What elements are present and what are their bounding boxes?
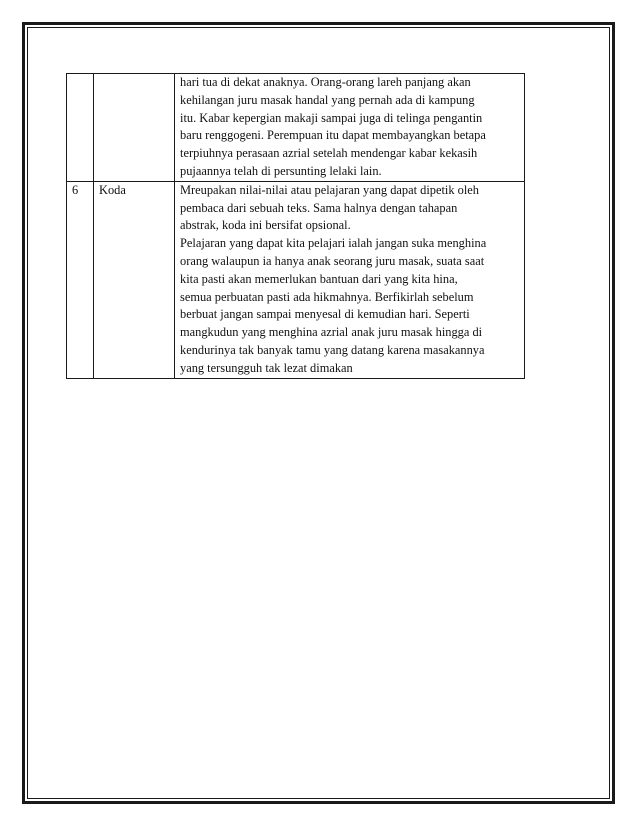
aspect-cell — [94, 74, 175, 182]
text-line: kendurinya tak banyak tamu yang datang karena masakannya — [180, 342, 485, 357]
text-line: mangkudun yang menghina azrial anak juru masak hingga di — [180, 325, 483, 340]
text-line: semua perbuatan pasti ada hikmahnya. Berfikirlah sebelum — [180, 289, 474, 304]
content-cell — [175, 74, 525, 182]
content-cell — [175, 181, 525, 378]
text-line: baru renggogeni. Perempuan itu dapat membayangkan betapa — [180, 128, 486, 143]
row-number-cell — [67, 74, 94, 182]
text-line: pembaca dari sebuah teks. Sama halnya dengan tahapan — [180, 200, 458, 215]
text-line: kehilangan juru masak handal yang pernah ada di kampung — [180, 92, 475, 107]
text-line: yang tersungguh tak lezat dimakan — [180, 360, 353, 375]
text-line: berbuat jangan sampai menyesal di kemudian hari. Seperti — [180, 307, 470, 322]
text-line: terpiuhnya perasaan azrial setelah mendengar kabar kekasih — [180, 146, 478, 161]
content-table — [66, 73, 525, 379]
text-line: itu. Kabar kepergian makaji sampai juga di telinga pengantin — [180, 110, 483, 125]
row-number-cell: 6 — [67, 181, 94, 378]
text-line: Pelajaran yang dapat kita pelajari ialah jangan suka menghina — [180, 236, 487, 251]
text-line: pujaannya telah di persunting lelaki lain. — [180, 163, 382, 178]
text-line: hari tua di dekat anaknya. Orang-orang lareh panjang akan — [180, 75, 471, 89]
text-line: orang walaupun ia hanya anak seorang juru masak, suata saat — [180, 253, 485, 268]
text-line: abstrak, koda ini bersifat opsional. — [180, 218, 351, 233]
table-row — [67, 181, 525, 378]
aspect-cell: Koda — [94, 181, 175, 378]
text-line: kita pasti akan memerlukan bantuan dari yang kita hina, — [180, 271, 458, 286]
table-row — [67, 74, 525, 182]
text-line: Mreupakan nilai-nilai atau pelajaran yang dapat dipetik oleh — [180, 182, 479, 197]
